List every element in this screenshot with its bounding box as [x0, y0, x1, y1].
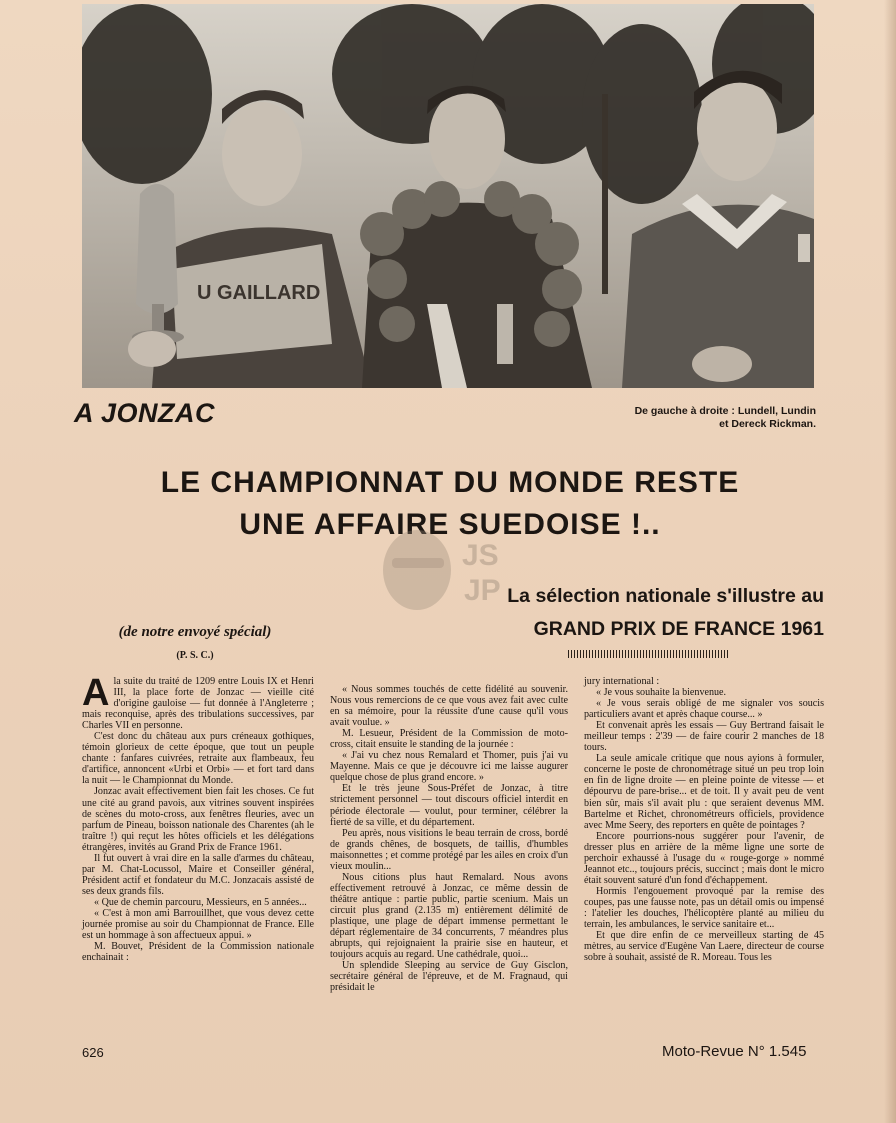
headline-line-1: LE CHAMPIONNAT DU MONDE RESTE — [160, 466, 740, 499]
page-number: 626 — [82, 1045, 104, 1060]
subheadline-line-2: GRAND PRIX DE FRANCE 1961 — [533, 618, 824, 640]
section-label: A JONZAC — [74, 398, 216, 428]
magazine-footer — [662, 1043, 806, 1060]
paragraph: Encore pourrions-nous suggérer pour l'avenir, de dresser plus en arrière de la même ligne une sorte de perchoir exhaussé à l'usage du « rouge-gorge » nommé Jeannot etc.., toujours précis, succinct ; mais dont le micro était souvent saturé d'un fond d'échappement. — [584, 830, 824, 886]
paragraph: « Que de chemin parcouru, Messieurs, en 5 années... — [94, 896, 307, 908]
paragraph: « Nous sommes touchés de cette fidélité au souvenir. Nous vous remercions de ce que vous avez fait avec culte en sa mémoire, pour la réussite d'une cause qu'il vous avait voulue. » — [330, 684, 568, 729]
paragraph: Hormis l'engouement provoqué par la remise des coupes, pas une fausse note, pas un détail omis ou impensé : l'atelier les douches, l'hélicoptère planté au milieu du terrain, les ambulances, le service sanitaire et... — [584, 885, 824, 931]
photograph-of-three-riders-icon — [82, 4, 814, 388]
svg-text:JP: JP — [464, 574, 501, 607]
svg-text:JS: JS — [462, 539, 499, 572]
paragraph: M. Lesueur, Président de la Commission de moto-cross, citait ensuite le standing de la journée : — [330, 728, 568, 751]
photo-caption: De gauche à droite : Lundell, Lundin et Dereck Rickman. — [634, 405, 816, 430]
riders-photograph — [82, 4, 814, 388]
headline-line-2: UNE AFFAIRE SUEDOISE !.. — [239, 508, 661, 541]
paragraph: Et le très jeune Sous-Préfet de Jonzac, à titre strictement personnel — tout discours officiel interdit en période électorale — voulut, pour terminer, célébrer la fierté de sa ville, et du département. — [330, 783, 568, 828]
paragraph: Il fut ouvert à vrai dire en la salle d'armes du château, par M. Chat-Locussol, Maire et Conseiller général, Président actif et fondateur du M.C. Jonzacais assisté de ses deux grands fils. — [82, 852, 314, 897]
svg-text:U GAILLARD: U GAILLARD — [197, 282, 321, 304]
paragraph: « Je vous souhaite la bienvenue. — [596, 687, 727, 699]
author-initials: (P. S. C.) — [176, 650, 214, 661]
paragraph: Un splendide Sleeping au service de Guy Gisclon, secrétaire général de l'épreuve, et de M. Fragnaud, qui présidait le — [330, 960, 568, 994]
drop-cap: A — [82, 672, 110, 714]
paragraph: Peu après, nous visitions le beau terrain de cross, bordé de grands chênes, de bosquets, de taillis, d'humbles maisonnettes ; et comme protégé par les ailes en croix d'un vieux moulin... — [330, 827, 568, 872]
subheadline — [440, 580, 824, 646]
paragraph: Nous citions plus haut Remalard. Nous avons effectivement retrouvé à Jonzac, ce même dessin de théâtre antique : partie public, partie scenium. Mais un circuit plus grand (2.135 m) entièrement délimité de plastique, une plage de départ immense permettant le départ réglementaire de 34 concurrents, 7 méandres plus abrupts, qui rejoignaient la prairie sise en hauteur, et toujours acquis au regard. Une cathédrale, quoi... — [330, 871, 568, 961]
paragraph: La seule amicale critique que nous ayions à formuler, concerne le poste de chronométrage situé un peu trop loin en fin de ligne droite — en pleine pointe de vitesse — et dépourvu de pare-brise... et de toit. Il y avait peu de vent bien sûr, mais s'il avait plu : que seraient devenus MM. Bartelme et Richet, chronométreurs officiels, providence avec Mme Seery, des reporters en quête de pointages ? — [584, 753, 824, 831]
page-edge-shadow — [884, 0, 896, 1123]
decorative-rule — [568, 650, 728, 658]
article-column-1 — [82, 672, 314, 964]
article-column-3 — [584, 676, 824, 963]
byline: (de notre envoyé spécial) — [118, 624, 272, 640]
paragraph: Jonzac avait effectivement bien fait les choses. Ce fut une cité au grand pavois, aux vitrines souvent inspirées de scènes du moto-cross, aux fenêtres fleuries, avec un parfum de Pineau, boisson nationale des Charentes (ah le traître !) qui reçut les hôtes officiels et les délégations étrangères, invités au Grand Prix de France 1961. — [82, 786, 314, 853]
paragraph: Et que dire enfin de ce merveilleux starting de 45 mètres, au service d'Eugène Van Laere, directeur de course sobre à souhait, assisté de R. Moreau. Tous les — [584, 930, 824, 964]
paragraph: Et convenait après les essais — Guy Bertrand faisait le meilleur temps : 2'39 — de faire courir 2 manches de 18 tours. — [584, 720, 824, 754]
paragraph: M. Bouvet, Président de la Commission nationale enchainait : — [82, 941, 314, 964]
paragraph: jury international : — [584, 676, 660, 687]
paragraph: « Je vous serais obligé de me signaler vos soucis particuliers avant et après chaque course... » — [584, 698, 824, 721]
paragraph: C'est donc du château aux purs créneaux gothiques, témoin glorieux de cette époque, que tout un peuple chante : fanfares cuivrées, retraite aux flambeaux, feu d'artifice, annoncent «Urbi et Orbi» — et fort tard dans la nuit — le Championnat du Monde. — [82, 731, 314, 787]
paragraph: « C'est à mon ami Barrouillhet, que vous devez cette journée promise au soir du Championnat de France. Elle est un hommage à son affectueux appui. » — [82, 907, 314, 942]
paragraph: « J'ai vu chez nous Remalard et Thomer, puis j'ai vu Mayenne. Mais ce que je découvre ici me laisse augurer quelque chose de plus grand encore. » — [330, 750, 568, 784]
article-column-2 — [330, 684, 568, 993]
subheadline-line-1: La sélection nationale s'illustre au — [507, 585, 824, 607]
paragraph: Ala suite du traité de 1209 entre Louis IX et Henri III, la place forte de Jonzac — vieille cité d'origine gauloise — fut donnée à l'Angleterre ; mais reconquise, après des tribulations successives, par Charles VII en personne. — [82, 672, 314, 732]
magazine-name: Moto-Revue — [662, 1043, 744, 1060]
issue-number: N° 1.545 — [747, 1043, 807, 1060]
